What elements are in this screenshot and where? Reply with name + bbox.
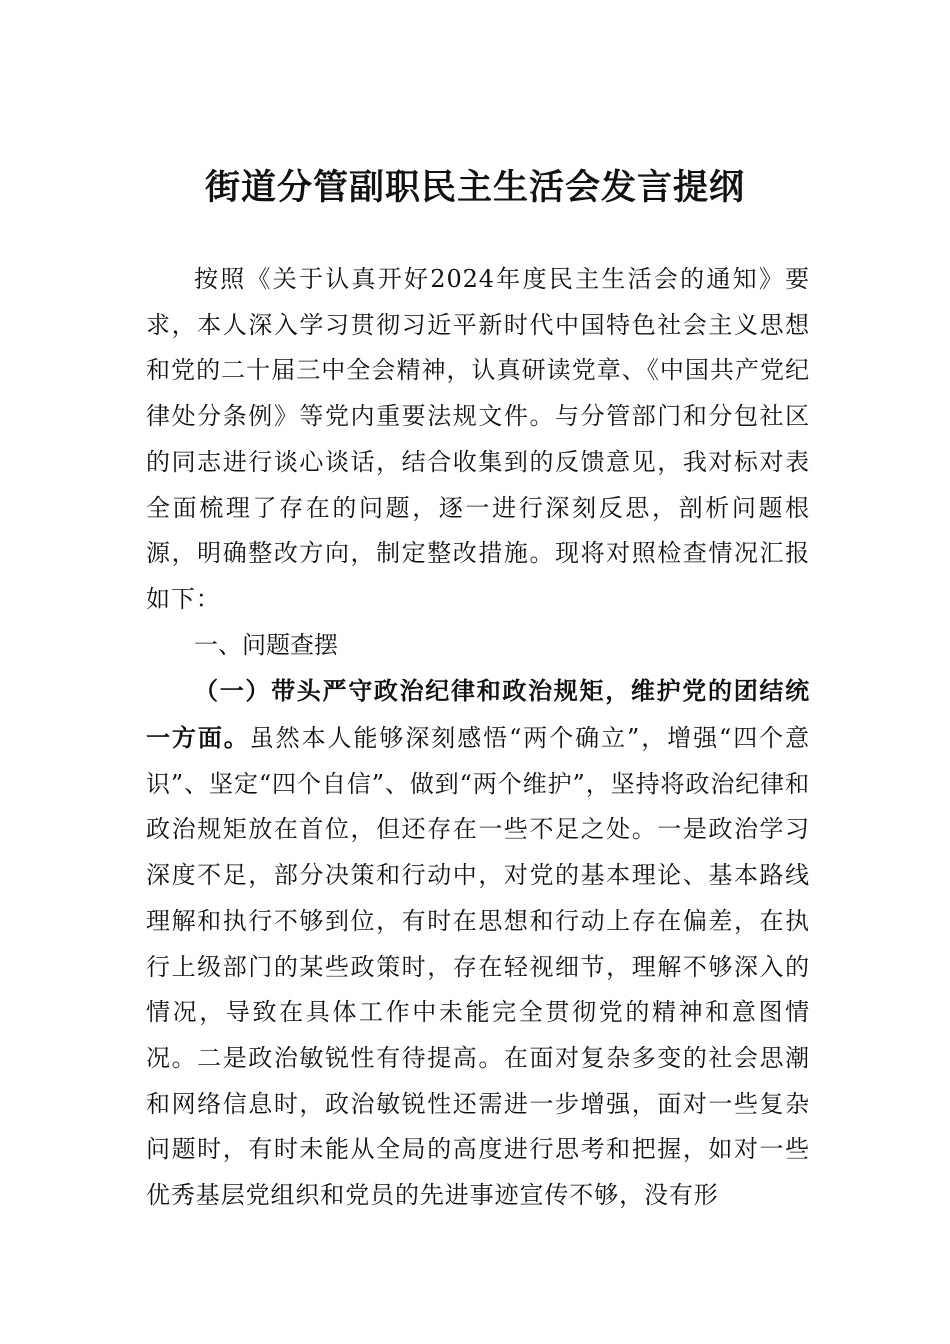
document-body <box>146 257 810 1219</box>
item-lead: （一）带头严守政治纪律和政治规矩，维护党的团结统一方面。 <box>146 676 810 753</box>
item-paragraph <box>146 668 810 1218</box>
document-title: 街道分管副职民主生活会发言提纲 <box>204 167 745 208</box>
item-body: 虽然本人能够深刻感悟“两个确立”，增强“四个意识”、坚定“四个自信”、做到“两个维护”，坚持将政治纪律和政治规矩放在首位，但还存在一些不足之处。一是政治学习深度不足，部分决策和行动中，对党的基本理论、基本路线理解和执行不够到位，有时在思想和行动上存在偏差，在执行上级部门的某些政策时，存在轻视细节，理解不够深入的情况，导致在具体工作中未能完全贯彻党的精神和意图情况。二是政治敏锐性有待提高。在面对复杂多变的社会思潮和网络信息时，政治敏锐性还需进一步增强，面对一些复杂问题时，有时未能从全局的高度进行思考和把握，如对一些优秀基层党组织和党员的先进事迹宣传不够，没有形 <box>146 724 810 1210</box>
section-heading: 一、问题查摆 <box>194 630 338 659</box>
intro-paragraph: 按照《关于认真开好2024年度民主生活会的通知》要求，本人深入学习贯彻习近平新时代中国特色社会主义思想和党的二十届三中全会精神，认真研读党章、《中国共产党纪律处分条例》等党内重要法规文件。与分管部门和分包社区的同志进行谈心谈话，结合收集到的反馈意见，我对标对表全面梳理了存在的问题，逐一进行深刻反思，剖析问题根源，明确整改方向，制定整改措施。现将对照检查情况汇报如下： <box>146 265 810 613</box>
